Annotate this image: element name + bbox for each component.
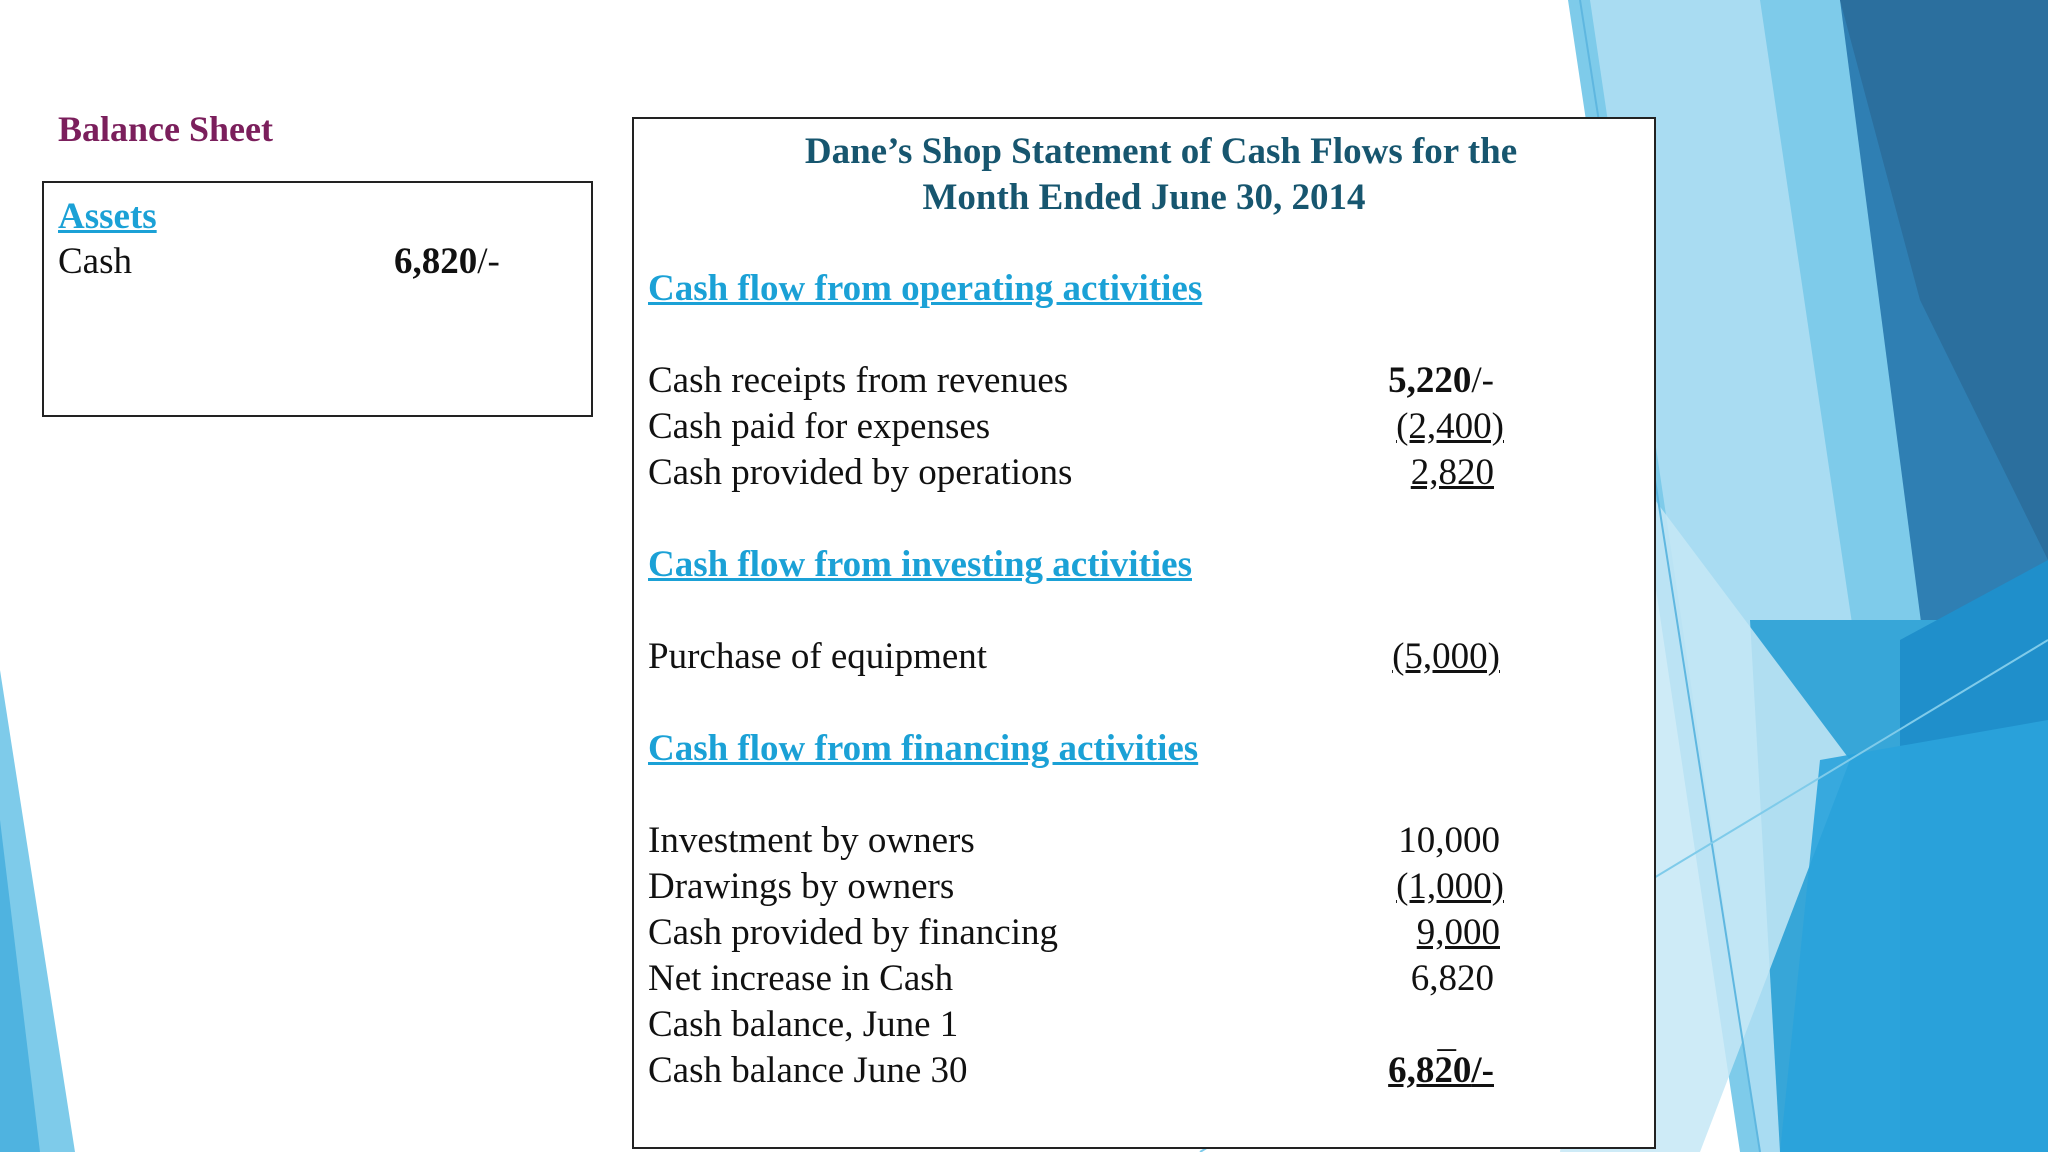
row-value: (1,000)	[1396, 866, 1504, 907]
row-purchase-equipment	[648, 635, 1648, 681]
assets-heading: Assets	[58, 196, 157, 237]
row-label: Drawings by owners	[648, 866, 955, 907]
slide-title: Balance Sheet	[58, 109, 273, 149]
operating-heading: Cash flow from operating activities	[648, 268, 1203, 309]
row-cash-receipts	[648, 359, 1648, 405]
row-label: Cash receipts from revenues	[648, 360, 1069, 401]
row-value-suffix: /-	[1471, 1050, 1494, 1091]
row-label: Cash paid for expenses	[648, 406, 991, 447]
balance-sheet-box	[42, 181, 593, 417]
row-label: Net increase in Cash	[648, 958, 954, 999]
financing-heading: Cash flow from financing activities	[648, 728, 1199, 769]
cash-value-suffix: /-	[477, 241, 500, 282]
row-investment-owners	[648, 819, 1648, 865]
row-value: 2,820	[1410, 452, 1494, 493]
row-label: Cash provided by financing	[648, 912, 1058, 953]
row-value-amount: 5,220	[1388, 360, 1472, 401]
row-label: Purchase of equipment	[648, 636, 988, 677]
row-value: _	[1437, 1014, 1456, 1055]
row-cash-balance-june1	[648, 1003, 1648, 1055]
row-cash-provided-financing	[648, 911, 1648, 957]
row-label: Cash balance, June 1	[648, 1004, 959, 1045]
cash-value	[394, 240, 500, 283]
row-cash-balance-june30	[648, 1049, 1648, 1095]
statement-title-line1: Dane’s Shop Statement of Cash Flows for the	[804, 131, 1518, 172]
row-label: Cash provided by operations	[648, 452, 1073, 493]
statement-title-line2: Month Ended June 30, 2014	[922, 177, 1366, 218]
row-value: 6,820	[1410, 958, 1494, 999]
row-cash-paid-expenses	[648, 405, 1648, 451]
row-value: (2,400)	[1396, 406, 1504, 447]
row-drawings-owners	[648, 865, 1648, 911]
row-value: 10,000	[1398, 820, 1500, 861]
cash-flow-statement	[632, 117, 1656, 1149]
statement-title	[634, 129, 1654, 221]
row-value: (5,000)	[1392, 636, 1500, 677]
row-value-amount: 6,820	[1388, 1050, 1472, 1091]
row-value: 9,000	[1416, 912, 1500, 953]
row-net-increase-cash	[648, 957, 1648, 1003]
row-label: Cash balance June 30	[648, 1050, 968, 1091]
row-cash-provided-operations	[648, 451, 1648, 497]
investing-heading: Cash flow from investing activities	[648, 544, 1192, 585]
cash-label: Cash	[58, 241, 132, 282]
row-value	[1388, 359, 1494, 402]
row-label: Investment by owners	[648, 820, 975, 861]
row-value	[1388, 1049, 1494, 1092]
cash-value-amount: 6,820	[394, 241, 478, 282]
row-value-suffix: /-	[1471, 360, 1494, 401]
